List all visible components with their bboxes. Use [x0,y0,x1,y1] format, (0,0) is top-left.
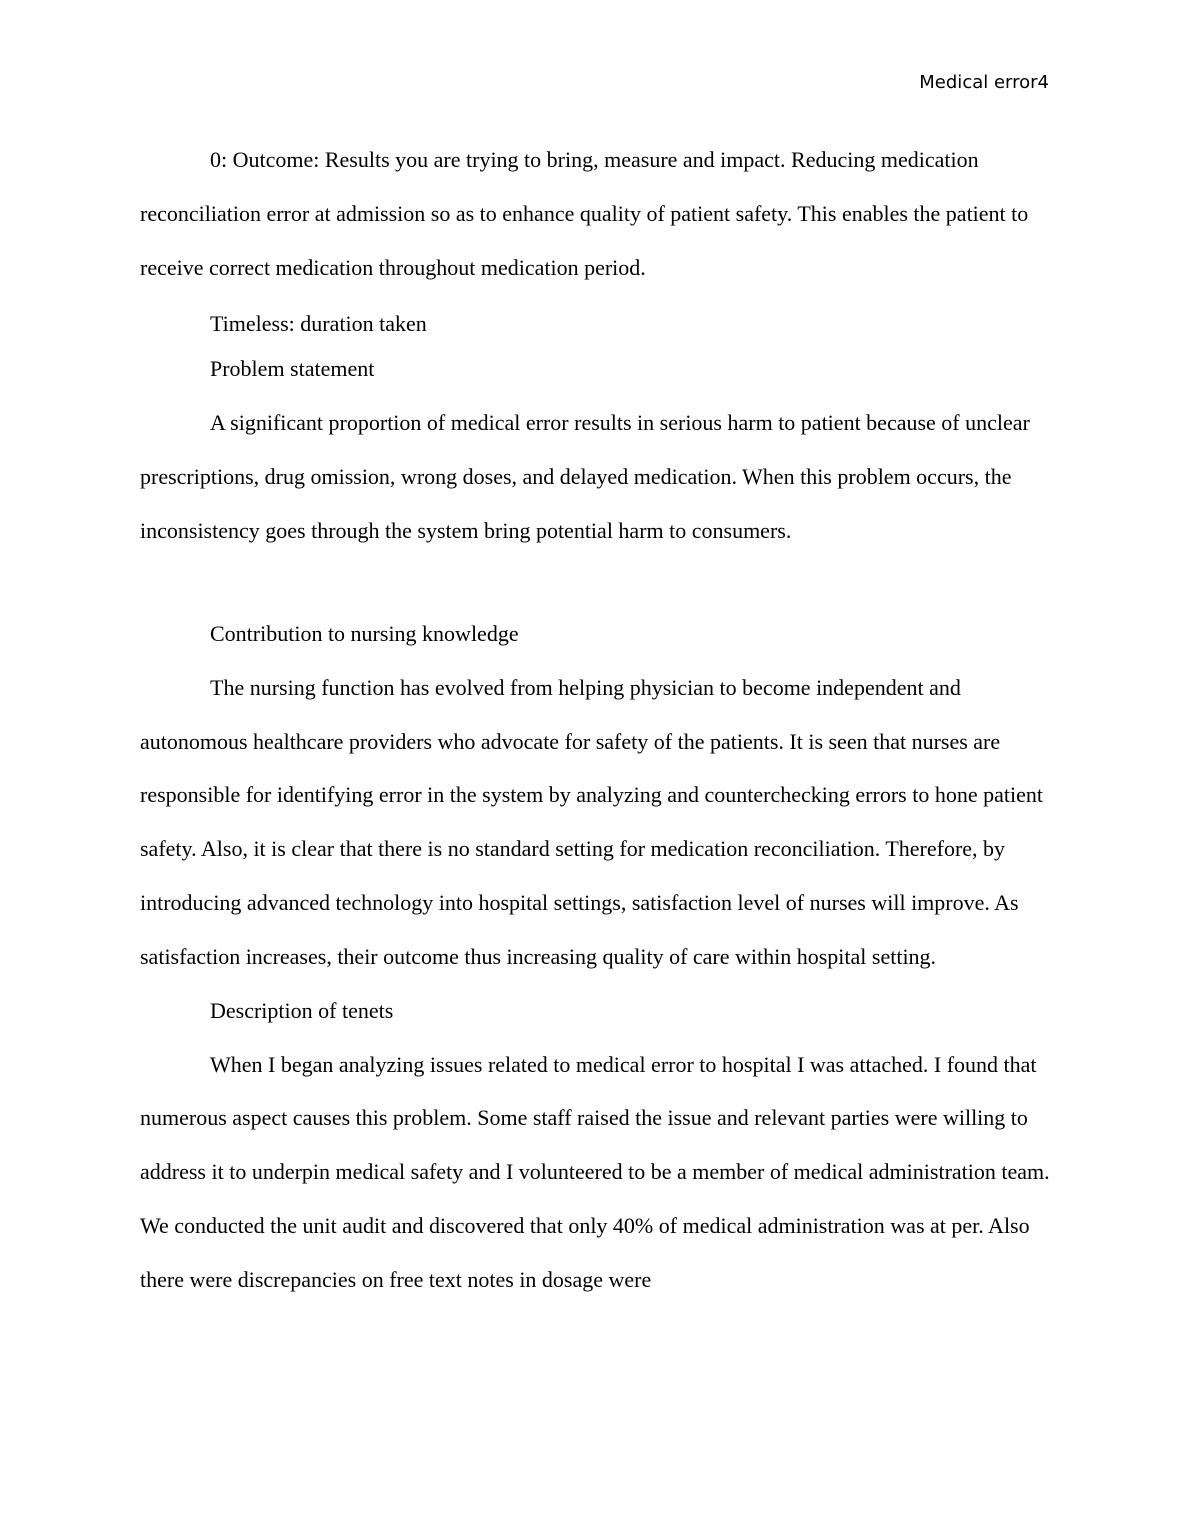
contribution-heading: Contribution to nursing knowledge [210,620,519,646]
document-body [140,133,1050,1307]
problem-statement-heading: Problem statement [210,356,375,382]
timeless-line: Timeless: duration taken [210,311,427,337]
tenets-heading: Description of tenets [210,997,394,1023]
outcome-paragraph: 0: Outcome: Results you are trying to bring, measure and impact. Reducing medication reconciliation error at admission so as to enhance quality of patient safety. This enables the patient to receive correct medication throughout medication period. [140,147,1029,280]
contribution-paragraph: The nursing function has evolved from helping physician to become independent and autonomous healthcare providers who advocate for safety of the patients. It is seen that nurses are responsible for identifying error in the system by analyzing and counterchecking errors to hone patient safety. Also, it is clear that there is no standard setting for medication reconciliation. Therefore, by introducing advanced technology into hospital settings, satisfaction level of nurses will improve. As satisfaction increases, their outcome thus increasing quality of care within hospital setting. [140,674,1043,969]
problem-statement-paragraph: A significant proportion of medical error results in serious harm to patient because of unclear prescriptions, drug omission, wrong doses, and delayed medication. When this problem occurs, the inconsistency goes through the system bring potential harm to consumers. [140,410,1030,543]
tenets-paragraph: When I began analyzing issues related to medical error to hospital I was attached. I found that numerous aspect causes this problem. Some staff raised the issue and relevant parties were willing to address it to underpin medical safety and I volunteered to be a member of medical administration team. We conducted the unit audit and discovered that only 40% of medical administration was at per. Also there were discrepancies on free text notes in dosage were [140,1051,1050,1292]
running-head: Medical error4 [919,72,1049,93]
